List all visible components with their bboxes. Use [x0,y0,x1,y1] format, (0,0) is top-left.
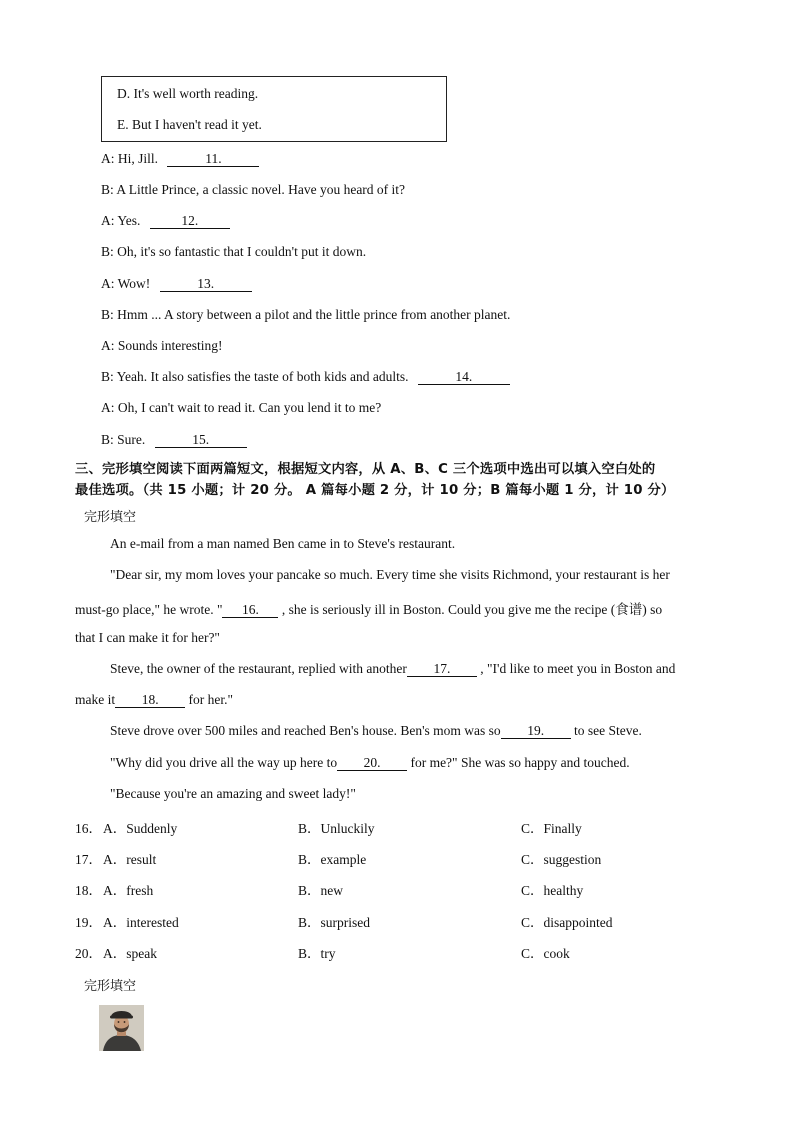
section-heading-line-1: 三、完形填空阅读下面两篇短文，根据短文内容，从 A、B、C 三个选项中选出可以填入空白处的 [75,462,656,477]
dialogue-text: A: Wow! [101,276,151,291]
question-18-option-a[interactable]: A．fresh [103,883,154,898]
passage-text: Steve, the owner of the restaurant, replied with another [110,661,407,676]
section-label-2: 完形填空 [84,979,137,994]
dialogue-line-5 [101,276,252,292]
dialogue-line-2 [101,182,405,198]
dialogue-text: B: A Little Prince, a classic novel. Have you heard of it? [101,182,406,197]
answer-blank-12[interactable]: 12. [150,213,230,229]
passage-text: Steve drove over 500 miles and reached Ben's house. Ben's mom was so [110,723,501,738]
question-17-option-a[interactable]: A．result [103,852,157,867]
answer-blank-15[interactable]: 15. [155,432,247,448]
passage-paragraph-6: "Because you're an amazing and sweet lady!" [110,786,356,801]
passage-paragraph-5 [110,755,630,771]
question-18-option-b[interactable]: B．new [298,883,343,898]
answer-blank-19[interactable]: 19. [501,723,571,739]
option-e: E. But I haven't read it yet. [117,117,262,132]
dialogue-text: B: Hmm ... A story between a pilot and the little prince from another planet. [101,307,511,322]
passage-text: make it [75,692,116,707]
answer-blank-20[interactable]: 20. [337,755,407,771]
question-16-option-a[interactable]: A．Suddenly [103,821,178,836]
portrait-photo-svg [99,1005,144,1051]
dialogue-text: A: Hi, Jill. [101,151,159,166]
dialogue-line-3 [101,213,230,229]
question-20-option-c[interactable]: C．cook [521,946,570,961]
passage-text: for me?" She was so happy and touched. [407,755,630,770]
question-16-number: 16． [75,821,102,836]
passage-paragraph-2-line-1: "Dear sir, my mom loves your pancake so much. Every time she visits Richmond, your restaurant is her [110,567,670,582]
option-d: D. It's well worth reading. [117,86,259,101]
dialogue-text: B: Oh, it's so fantastic that I couldn't put it down. [101,244,367,259]
question-17-number: 17． [75,852,102,867]
passage-text: , she is seriously ill in Boston. Could you give me the recipe (食谱) so [278,602,663,617]
passage-paragraph-2-line-2 [75,598,662,618]
question-19-option-a[interactable]: A．interested [103,915,179,930]
portrait-photo-icon [99,1005,144,1051]
dialogue-text: A: Yes. [101,213,141,228]
passage-text: for her." [185,692,233,707]
dialogue-text: A: Sounds interesting! [101,338,223,353]
answer-blank-14[interactable]: 14. [418,369,510,385]
dialogue-text: B: Sure. [101,432,146,447]
answer-blank-11[interactable]: 11. [167,151,259,167]
question-17-option-c[interactable]: C．suggestion [521,852,602,867]
passage-paragraph-1: An e-mail from a man named Ben came in to Steve's restaurant. [110,536,456,551]
dialogue-text: B: Yeah. It also satisfies the taste of both kids and adults. [101,369,409,384]
question-20-number: 20． [75,946,102,961]
question-16-option-c[interactable]: C．Finally [521,821,582,836]
answer-blank-18[interactable]: 18. [115,692,185,708]
answer-blank-17[interactable]: 17. [407,661,477,677]
answer-blank-13[interactable]: 13. [160,276,252,292]
dialogue-line-10 [101,432,247,448]
dialogue-line-4 [101,244,366,260]
dialogue-line-9 [101,400,381,416]
question-19-option-c[interactable]: C．disappointed [521,915,613,930]
question-19-option-b[interactable]: B．surprised [298,915,370,930]
question-16-option-b[interactable]: B．Unluckily [298,821,375,836]
question-18-number: 18． [75,883,102,898]
passage-text: , "I'd like to meet you in Boston and [476,661,676,676]
question-18-option-c[interactable]: C．healthy [521,883,584,898]
dialogue-text: A: Oh, I can't wait to read it. Can you lend it to me? [101,400,382,415]
passage-paragraph-2-line-3: that I can make it for her?" [75,630,220,645]
question-20-option-b[interactable]: B．try [298,946,336,961]
question-19-number: 19． [75,915,102,930]
question-20-option-a[interactable]: A．speak [103,946,157,961]
section-heading-line-2: 最佳选项。（共 15 小题；计 20 分。 A 篇每小题 2 分，计 10 分；B 篇每小题 1 分，计 10 分） [75,483,675,498]
passage-text: to see Steve. [570,723,642,738]
passage-text: must-go place," he wrote. " [75,602,223,617]
passage-paragraph-3-line-1 [110,661,675,677]
passage-paragraph-3-line-2 [75,692,233,708]
passage-text: "Why did you drive all the way up here to [110,755,338,770]
question-17-option-b[interactable]: B．example [298,852,367,867]
dialogue-line-6 [101,307,510,323]
section-label: 完形填空 [84,510,137,525]
dialogue-line-7 [101,338,223,354]
passage-paragraph-4 [110,723,642,739]
dialogue-line-1 [101,151,259,167]
answer-blank-16[interactable]: 16. [222,602,278,618]
dialogue-line-8 [101,369,510,385]
